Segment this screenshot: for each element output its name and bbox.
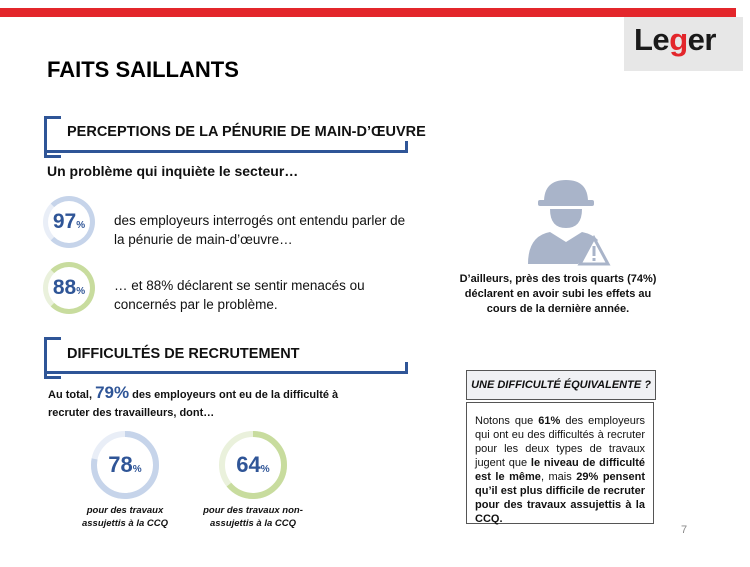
ring-value-64: 64% bbox=[236, 452, 270, 477]
page-number: 7 bbox=[681, 524, 688, 536]
leger-logo: Leger bbox=[634, 22, 716, 57]
section2-underline bbox=[44, 371, 408, 374]
section1-underline bbox=[44, 150, 408, 153]
ring-caption-78: pour des travaux assujettis à la CCQ bbox=[81, 505, 169, 529]
box-heading: UNE DIFFICULTÉ ÉQUIVALENTE ? bbox=[466, 370, 656, 400]
page-title: FAITS SAILLANTS bbox=[47, 57, 239, 82]
section1-subhead: Un problème qui inquiète le secteur… bbox=[47, 163, 299, 179]
stat-text-88: … et 88% déclarent se sentir menacés ou concernés par le problème. bbox=[114, 278, 365, 312]
recruitment-total-text: Au total, 79% des employeurs ont eu de la difficulté à recruter des travailleurs, dont… bbox=[48, 383, 339, 419]
top-red-bar bbox=[0, 8, 736, 17]
stat-text-97: des employeurs interrogés ont entendu parler de la pénurie de main-d’œuvre… bbox=[114, 213, 406, 247]
stat-value-88: 88% bbox=[52, 276, 86, 299]
box-body: Notons que 61% des employeurs qui ont eu des difficultés à recruter pour les deux types de travaux jugent que le niveau de difficulté est le même, mais 29% pensent qu’il est plus difficile de recruter pour des travaux assujettis à la CCQ. bbox=[466, 402, 654, 524]
stat-value-97: 97% bbox=[52, 210, 86, 233]
ring-caption-64: pour des travaux non-assujettis à la CCQ bbox=[203, 505, 303, 529]
section2-title: DIFFICULTÉS DE RECRUTEMENT bbox=[67, 346, 300, 362]
section2-tick bbox=[405, 362, 408, 374]
section1-tick bbox=[405, 141, 408, 153]
worker-warning-icon bbox=[520, 176, 612, 266]
section1-title: PERCEPTIONS DE LA PÉNURIE DE MAIN-D’ŒUVRE bbox=[67, 124, 426, 140]
right-note: D’ailleurs, près des trois quarts (74%) déclarent en avoir subi les effets au cours de la dernière année. bbox=[459, 273, 657, 315]
ring-value-78: 78% bbox=[108, 452, 142, 477]
